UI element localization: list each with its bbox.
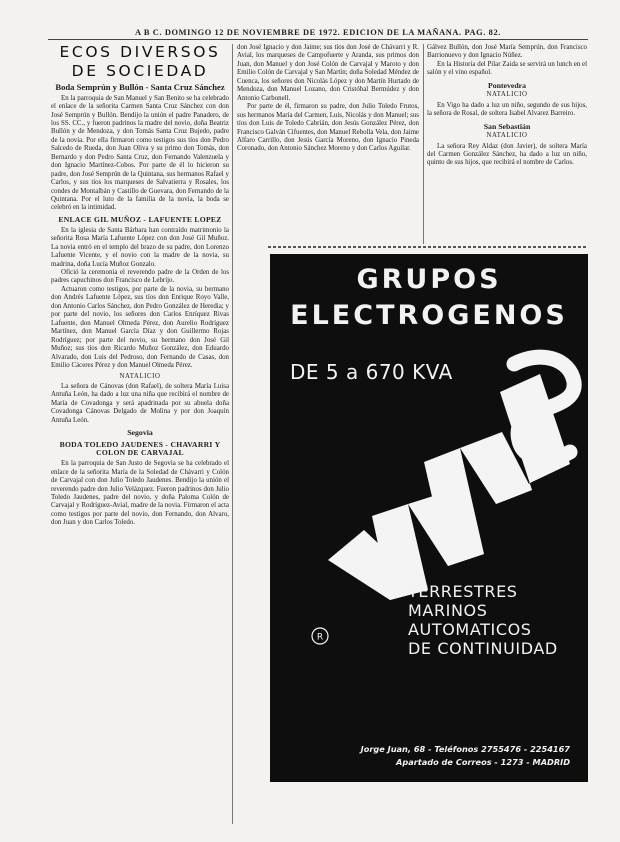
article-paragraph: En la parroquia de San Justo de Segovia se ha celebrado el enlace de la señorita María de la Soledad de Chávarri y Colón de Carvajal con don Julio Toledo Jaudenes. Bendijo la unión el reverendo padre don Julio Velázquez. Fueron padrinos don Julio Toledo Jaudenes, padre del novio, y doña Paloma Colón de Carvajal y Rodríguez-Avial, madre de la novia. Firmaron el acta como testigos por parte del novio, don Fernando, don Alvaro, don Juan y don Carlos Toledo.	[51, 460, 229, 527]
registered-mark: R	[316, 632, 324, 643]
ad-address-postbox: Apartado de Correos - 1273 - MADRID	[396, 757, 570, 767]
generator-advertisement	[270, 254, 588, 782]
section-title-line1: ECOS DIVERSOS	[59, 44, 221, 61]
article-paragraph: don José Ignacio y don Jaime; sus tíos don José de Chávarri y R. Avial, los marqueses de Campofuerte y Aranda, sus primos don Juan, don Manuel y don José Colón de Carvajal y Maroto y don Emilio Colón de Carvajal y San Martín; doña Soledad Méndez de Cuenca, los señores don Nicolás López y don Martín Hurtado de Mendoza, don Manuel Lozano, don Cristóbal Bermúdez y don Antonio Carbonell.	[237, 44, 419, 102]
article-paragraph: Ofició la ceremonia el reverendo padre de la Orden de los padres capuchinos don Francisco de Lebrijo.	[51, 269, 229, 285]
headline-boda-toledo: BODA TOLEDO JAUDENES - CHAVARRI Y COLON DE CARVAJAL	[59, 439, 221, 458]
subhead-pontevedra: Pontevedra	[487, 80, 527, 90]
article-paragraph: La señora Rey Aldaz (don Javier), de soltera María del Carmen González Sánchez, ha dado a luz un niño, quinto de sus hijos, que recibirá el nombre de Carlos.	[427, 142, 587, 167]
continued-column	[237, 44, 419, 244]
ad-feature-marinos: MARINOS	[408, 601, 488, 620]
article-paragraph: Por parte de él, firmaron su padre, don Julio Toledo Frutos, sus hermanos María del Carmen, Luis, Nicolás y don Manuel; sus tíos don Luis de Toledo Cabrián, don Jesús González Pérez, don Francisco Galván Cifuentes, don Manuel Rebolla Vela, don Jaime Alfaro Carrillo, don Jesús García Moreno, don Ignacio Pineda Coronado, don Antonio Sánchez Moreno y don Carlos Aguilar.	[237, 103, 419, 153]
article-paragraph: En la parroquia de San Manuel y San Benito se ha celebrado el enlace de la señorita Carmen Santa Cruz Sánchez con don José Semprún y Bullón. Bendijo la unión el padre Panadero, de los SS. CC., y fueron padrinos la madre del novio, doña Beatriz Bullón y de Mendoza, y don Tomás Santa Cruz Bujedo, padre de la novia. Por ella firmaron como testigos sus tíos don Pedro Salcedo de Rueda, don Juan Oliva y su primo don Tomás, don Bernardo y don Pedro Santa Cruz, don Fernando Valenzuela y don Ignacio Martínez-Cobos. Por parte de él lo hicieron su padre, don José Semprún de la Quintana, sus hermanos Rafael y Carlos, y sus tíos los marqueses de Salvatierra y Rosales, los condes de Montalbán y Castillo de Guevara, don Fernando de la Quintana. Por el luto de la familia de la novia, la boda se celebró en la intimidad.	[51, 94, 229, 212]
article-paragraph: Gálvez Bullón, don José María Semprún, don Francisco Barrionuevo y don Ignacio Núñez.	[427, 44, 587, 60]
ad-top-border	[268, 246, 586, 248]
ad-feature-terrestres: TERRESTRES	[408, 582, 518, 601]
ad-title-line2: ELECTROGENOS	[290, 300, 568, 331]
section-title-line2: DE SOCIEDAD	[71, 62, 209, 80]
ad-address-phones: Jorge Juan, 68 - Teléfonos 2755476 - 2254167	[360, 744, 570, 754]
subhead-natalicio: NATALICIO	[119, 373, 161, 381]
society-column	[51, 44, 229, 824]
subhead-natalicio: NATALICIO	[486, 132, 528, 140]
headline-boda-semprun: Boda Semprún y Bullón - Santa Cruz Sánchez	[55, 82, 225, 92]
article-paragraph: En la Historia del Pilar Zaida se servirá un lunch en el salón y el vino español.	[427, 60, 587, 77]
column-divider	[423, 44, 424, 244]
subhead-natalicio: NATALICIO	[486, 91, 528, 99]
ad-power-range: DE 5 a 670 KVA	[290, 360, 453, 384]
page-header: A B C. DOMINGO 12 DE NOVIEMBRE DE 1972. EDICION DE LA MAÑANA. PAG. 82.	[48, 28, 588, 40]
ad-title-line1: GRUPOS	[356, 264, 502, 295]
ad-feature-automaticos: AUTOMATICOS	[408, 620, 532, 639]
article-paragraph: Actuaron como testigos, por parte de la novia, su hermano don Andrés Lafuente López, sus tíos don Enrique Royo Valle, don Antonio Carlos Sánchez, don Pedro González de Heredia; y por parte del novio, los señores don Carlos Enríquez Rivas Lafuente, don Manuel Olmeda Pérez, don Aurelio Rodríguez Martínez, don Manuel García Díaz y don Guillermo Rojas Rodríguez; por parte del novio, su hermano don José Gil Muñoz; sus tíos don Ricardo Muñoz González, don Eduardo Alvarado, don Luis del Pedroso, don Fernando de Casas, don Emilio Cáceres Pérez y don Manuel Olmeda Pérez.	[51, 285, 229, 369]
vms-logo-icon	[270, 254, 588, 782]
subhead-segovia: Segovia	[127, 428, 153, 438]
headline-enlace-gil-munoz: ENLACE GIL MUÑOZ - LAFUENTE LOPEZ	[58, 214, 222, 224]
article-paragraph: En la iglesia de Santa Bárbara han contraído matrimonio la señorita Rosa María Lafuente López con don José Gil Muñoz. La novia entró en el templo del brazo de su padre, don Lorenzo Lafuente Vicente, y el novio con la madre de la novia, su madrina, doña Lucía Muñoz Gonzalo.	[51, 226, 229, 268]
article-paragraph: En Vigo ha dado a luz un niño, segundo de sus hijos, la señora de Rosal, de soltera Isabel Alvarez Barreiro.	[427, 101, 587, 118]
regional-column	[427, 44, 587, 244]
article-paragraph: La señora de Cánovas (don Rafael), de soltera María Luisa Antuña León, ha dado a luz una niña que recibirá el nombre de María de Covadonga y será apadrinada por su abuela doña Covadonga Cánovas Delgado de Molina y por don Joaquín Antuña León.	[51, 382, 229, 424]
subhead-san-sebastian: San Sebastián	[483, 121, 531, 131]
column-divider	[232, 44, 233, 824]
ad-feature-continuidad: DE CONTINUIDAD	[408, 639, 558, 658]
